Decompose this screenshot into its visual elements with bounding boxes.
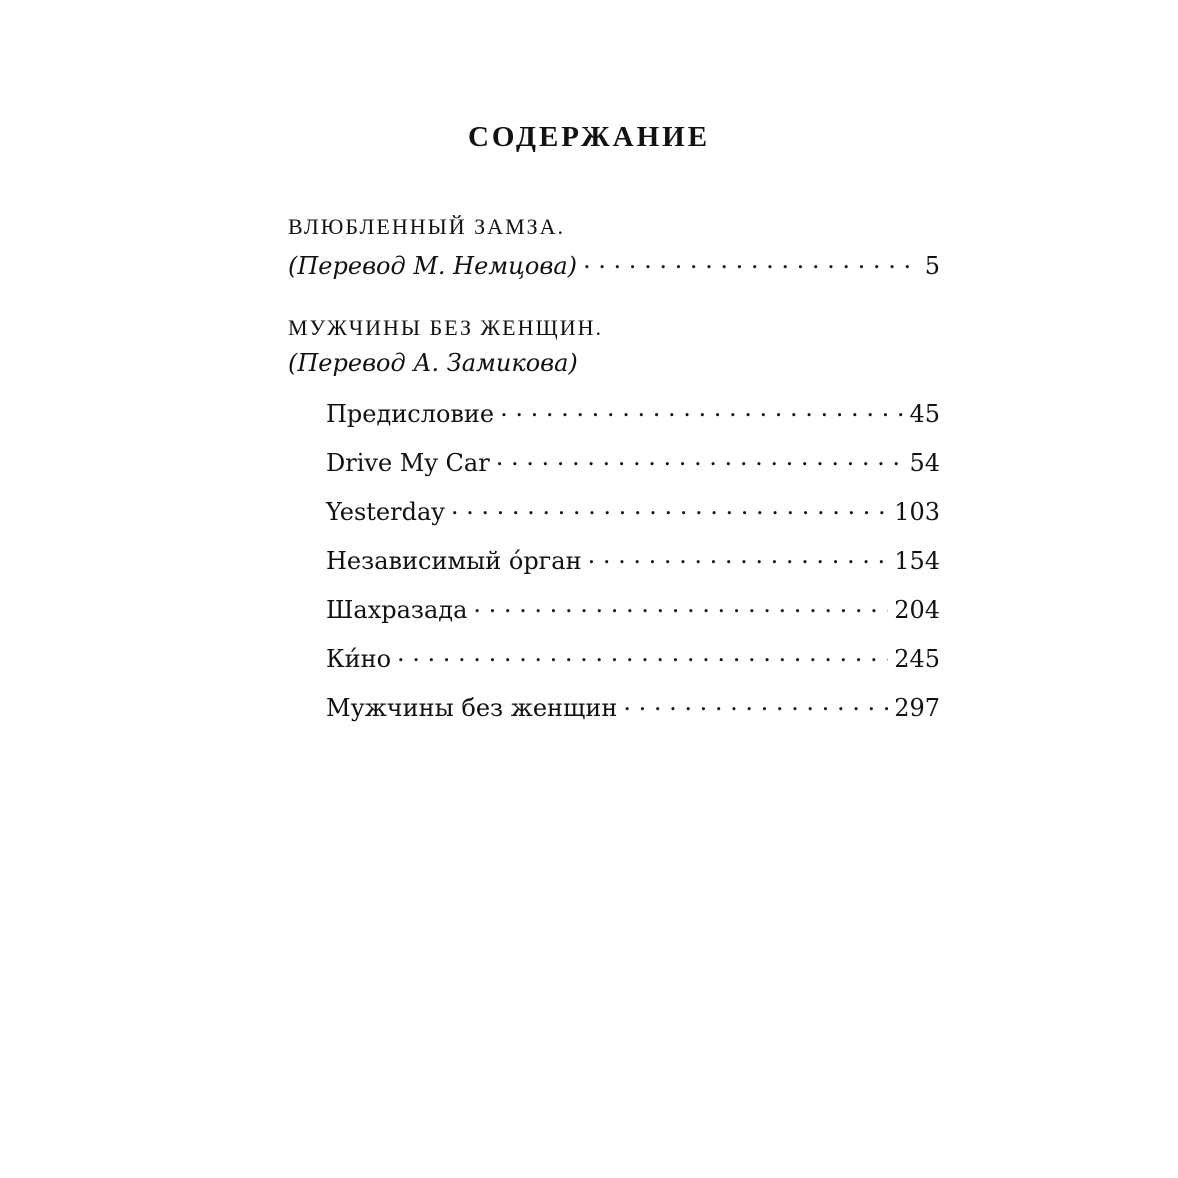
- toc-entry[interactable]: [326, 643, 940, 677]
- toc-entry[interactable]: [326, 545, 940, 579]
- dot-leader: [588, 545, 889, 569]
- toc-entry[interactable]: [288, 250, 940, 284]
- toc-entry-title: Независимый óрган: [326, 547, 582, 575]
- dot-leader: [397, 643, 888, 667]
- dot-leader: [500, 398, 903, 422]
- toc-entry[interactable]: [326, 447, 940, 481]
- toc-entry[interactable]: [326, 594, 940, 628]
- toc-entry[interactable]: [326, 398, 940, 432]
- toc-entry-page: 154: [894, 547, 940, 575]
- toc-entry-title: Yesterday: [326, 498, 445, 526]
- toc-entry-page: 5: [924, 252, 940, 280]
- dot-leader: [496, 447, 904, 471]
- toc-entry-title: Предисловие: [326, 400, 495, 428]
- toc-entry-title: (Перевод М. Немцова): [288, 252, 578, 280]
- dot-leader: [451, 496, 888, 520]
- dot-leader: [473, 594, 888, 618]
- toc-entry-page: 45: [909, 400, 940, 428]
- toc-entry-title: Ки́но: [326, 645, 392, 673]
- toc-entry-title: Шахразада: [326, 596, 468, 624]
- dot-leader: [583, 250, 919, 274]
- toc-entry-title: Мужчины без женщин: [326, 694, 618, 722]
- toc-entry-page: 204: [894, 596, 940, 624]
- toc-entry-page: 297: [894, 694, 940, 722]
- section-heading: ВЛЮБЛЕННЫЙ ЗАМЗА.: [288, 214, 566, 239]
- translator-note: (Перевод А. Замикова): [288, 349, 578, 377]
- section-heading: МУЖЧИНЫ БЕЗ ЖЕНЩИН.: [288, 315, 603, 340]
- toc-entry-page: 245: [894, 645, 940, 673]
- toc-entry[interactable]: [326, 496, 940, 530]
- toc-entry-title: Drive My Car: [326, 449, 490, 477]
- toc-entry-page: 54: [909, 449, 940, 477]
- toc-entry-page: 103: [894, 498, 940, 526]
- toc-entry[interactable]: [326, 692, 940, 726]
- page-title: СОДЕРЖАНИЕ: [467, 121, 711, 153]
- dot-leader: [623, 692, 888, 716]
